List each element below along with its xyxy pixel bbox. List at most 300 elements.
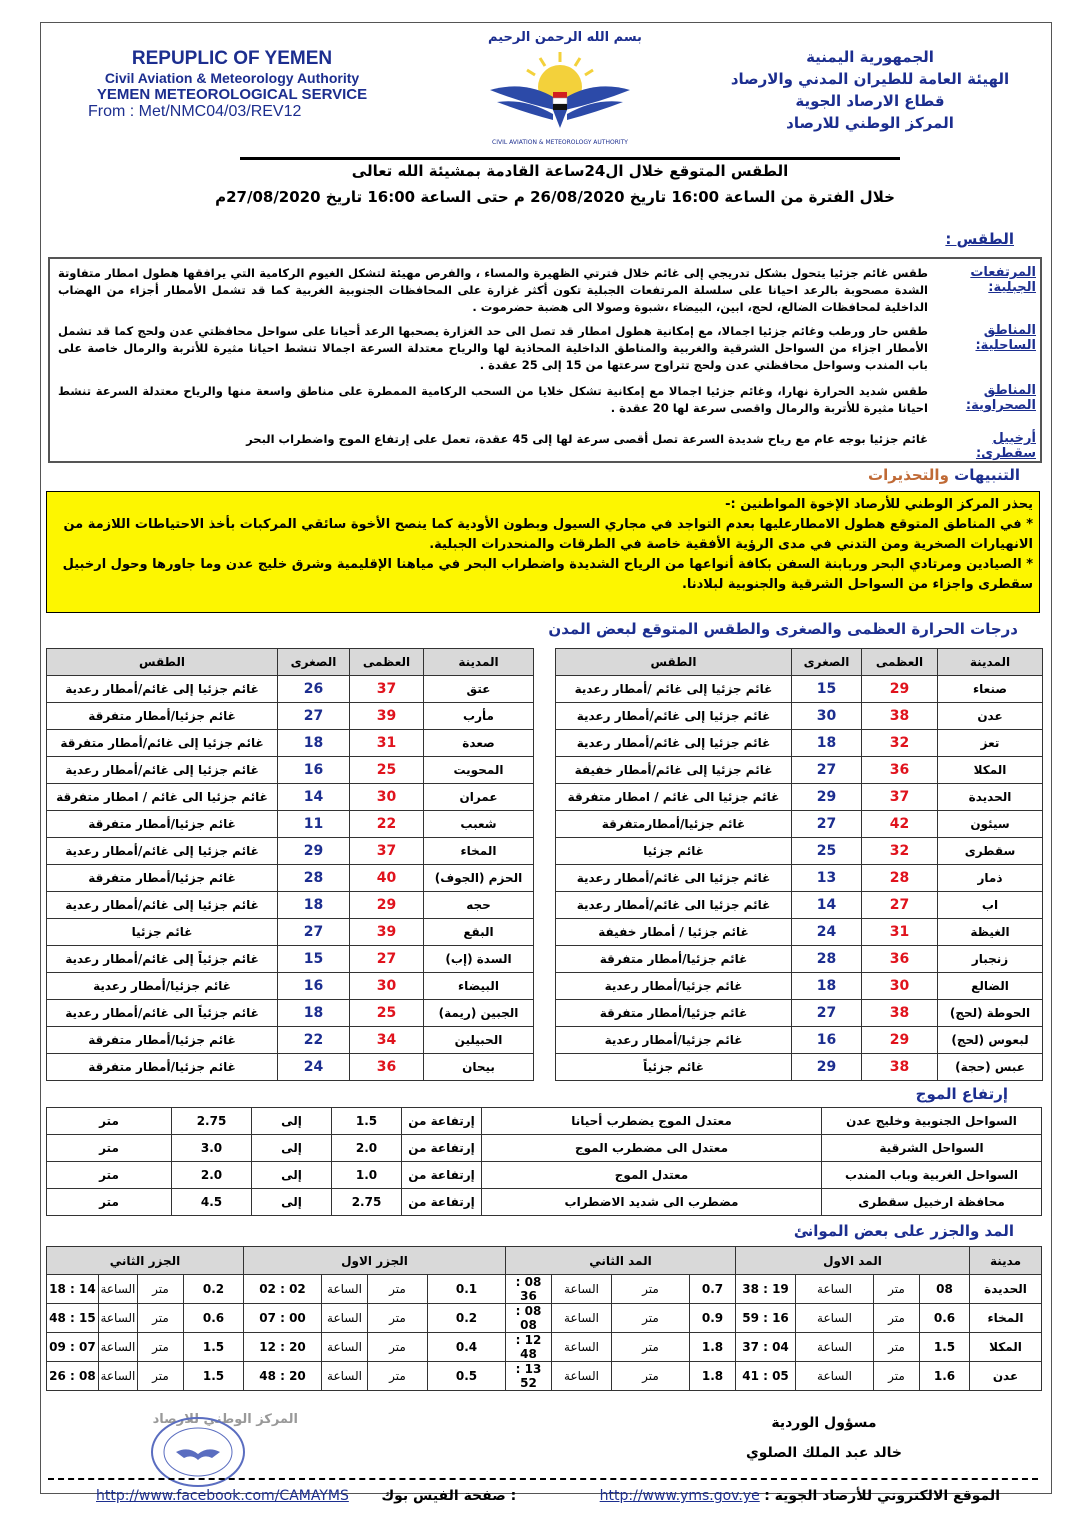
basmala: بسم الله الرحمن الرحيم — [488, 30, 642, 45]
tide-height: 1.5 — [184, 1362, 244, 1391]
city-name: المحويت — [424, 757, 534, 784]
warnings-title-a: التنبيهات — [954, 466, 1020, 484]
tide-time: 00 : 07 — [244, 1304, 322, 1333]
site-label: الموقع الالكتروني للأرصاد الجوية : — [764, 1488, 1000, 1504]
tide-col-high2: المد الثاني — [506, 1247, 736, 1275]
weather-desc: غائم جزئياً إلى غائم/أمطار رعدية — [47, 946, 278, 973]
city-name: سيئون — [938, 811, 1043, 838]
max-temp: 31 — [862, 919, 938, 946]
weather-desc: غائم جزئيا / أمطار خفيفة — [556, 919, 792, 946]
weather-desc: غائم جزئيا/أمطار متفرقة — [556, 946, 792, 973]
wave-region: محافظة ارخبيل سقطرى — [822, 1189, 1042, 1216]
col-weather: الطقس — [556, 649, 792, 676]
city-name: حجه — [424, 892, 534, 919]
city-name: الحوطة (لحج) — [938, 1000, 1043, 1027]
tide-time: 08 : 36 — [506, 1275, 552, 1304]
city-name: المكلا — [938, 757, 1043, 784]
tide-time: 12 : 48 — [506, 1333, 552, 1362]
max-temp: 38 — [862, 1054, 938, 1081]
wave-row — [47, 1189, 1042, 1216]
tide-height: 1.8 — [690, 1362, 736, 1391]
tide-unit-m: متر — [874, 1362, 920, 1391]
city-name: الغيظة — [938, 919, 1043, 946]
tide-port: عدن — [970, 1362, 1042, 1391]
tide-time: 04 : 37 — [736, 1333, 796, 1362]
weather-desc: غائم جزئيا إلى غائم/أمطار متفرقة — [47, 730, 278, 757]
tide-height: 0.1 — [428, 1275, 506, 1304]
tide-unit-time: الساعة — [796, 1333, 874, 1362]
tide-unit-m: متر — [368, 1304, 428, 1333]
table-row — [47, 730, 534, 757]
wave-to-label: إلى — [252, 1189, 332, 1216]
min-temp: 18 — [792, 730, 862, 757]
max-temp: 27 — [862, 892, 938, 919]
min-temp: 27 — [278, 919, 350, 946]
max-temp: 28 — [862, 865, 938, 892]
weather-text: غائم جزئيا بوجه عام مع رياح شديدة السرعة تصل أقصى سرعة لها إلى 45 عقدة، تعمل على إرتفاع الموج واضطراب البحر — [246, 432, 928, 446]
weather-desc: غائم جزئيا إلى غائم/أمطار خفيفة — [556, 757, 792, 784]
table-row — [556, 838, 1043, 865]
weather-label: المناطق الساحلية: — [975, 323, 1036, 353]
weather-row-socotra — [50, 431, 1040, 461]
tide-row — [47, 1304, 1042, 1333]
tide-unit-m: متر — [612, 1333, 690, 1362]
sector-name-ar: قطاع الارصاد الجوية — [795, 92, 945, 110]
duty-name: خالد عبد الملك الصلوي — [745, 1445, 902, 1461]
weather-desc: غائم جزئيا الى غائم / امطار متفرقة — [47, 784, 278, 811]
warnings-title-b: والتحذيرات — [868, 466, 949, 484]
weather-desc: غائم جزئيا/أمطار متفرقة — [47, 865, 278, 892]
tide-unit-m: متر — [368, 1333, 428, 1362]
table-row — [47, 1054, 534, 1081]
warnings-box — [46, 491, 1040, 613]
tide-unit-time: الساعة — [322, 1362, 368, 1391]
city-name: الجبين (ريمة) — [424, 1000, 534, 1027]
min-temp: 27 — [792, 811, 862, 838]
col-max: العظمى — [350, 649, 424, 676]
min-temp: 29 — [278, 838, 350, 865]
tide-unit-time: الساعة — [796, 1362, 874, 1391]
max-temp: 34 — [350, 1027, 424, 1054]
table-row — [556, 1054, 1043, 1081]
wave-from-label: إرتفاعة من — [402, 1189, 482, 1216]
weather-desc: غائم جزئيا إلى غائم/أمطار رعدية — [47, 892, 278, 919]
wave-state: معتدل الموج يضطرب أحيانا — [482, 1108, 822, 1135]
city-name: البيضاء — [424, 973, 534, 1000]
tide-col-low1: الجزر الاول — [244, 1247, 506, 1275]
tide-unit-m: متر — [138, 1333, 184, 1362]
city-name: عبس (حجة) — [938, 1054, 1043, 1081]
max-temp: 29 — [862, 676, 938, 703]
tide-unit-time: الساعة — [552, 1275, 612, 1304]
table-row — [47, 1027, 534, 1054]
facebook-link[interactable]: http://www.facebook.com/CAMAYMS — [96, 1488, 349, 1504]
weather-desc: غائم جزئيا الى غائم/أمطار رعدية — [556, 892, 792, 919]
forecast-title: الطقس المتوقع خلال ال24ساعة القادمة بمشيئة الله تعالى — [351, 162, 789, 180]
waves-table — [46, 1107, 1042, 1216]
weather-section-title: الطقس : — [945, 230, 1014, 248]
min-temp: 22 — [278, 1027, 350, 1054]
tide-unit-m: متر — [138, 1275, 184, 1304]
tide-unit-m: متر — [138, 1304, 184, 1333]
max-temp: 42 — [862, 811, 938, 838]
max-temp: 39 — [350, 703, 424, 730]
col-city: المدينة — [424, 649, 534, 676]
city-name: شعبب — [424, 811, 534, 838]
header-english — [72, 48, 392, 121]
min-temp: 24 — [792, 919, 862, 946]
tide-unit-m: متر — [368, 1275, 428, 1304]
weather-desc: غائم جزئيا — [556, 838, 792, 865]
warning-line: يحذر المركز الوطني للأرصاد الإخوة المواطنين :- — [725, 497, 1033, 512]
city-name: المخاء — [424, 838, 534, 865]
table-row — [47, 1000, 534, 1027]
table-row — [47, 892, 534, 919]
min-temp: 15 — [278, 946, 350, 973]
min-temp: 15 — [792, 676, 862, 703]
weather-desc: غائم جزئيا إلى غائم/أمطار رعدية — [47, 757, 278, 784]
min-temp: 24 — [278, 1054, 350, 1081]
max-temp: 31 — [350, 730, 424, 757]
tide-height: 0.6 — [920, 1304, 970, 1333]
tide-height: 0.9 — [690, 1304, 736, 1333]
max-temp: 39 — [350, 919, 424, 946]
table-row — [47, 946, 534, 973]
tide-unit-time: الساعة — [98, 1304, 137, 1333]
forecast-period: خلال الفترة من الساعة 16:00 تاريخ 26/08/2020 م حتى الساعة 16:00 تاريخ 27/08/2020م — [215, 188, 895, 206]
city-name: بيحان — [424, 1054, 534, 1081]
max-temp: 25 — [350, 1000, 424, 1027]
max-temp: 22 — [350, 811, 424, 838]
table-row — [556, 865, 1043, 892]
city-name: عتق — [424, 676, 534, 703]
wave-to: 2.75 — [172, 1108, 252, 1135]
wave-row — [47, 1162, 1042, 1189]
tide-unit-time: الساعة — [552, 1333, 612, 1362]
wave-unit: متر — [47, 1108, 172, 1135]
table-row — [47, 676, 534, 703]
col-min: الصغرى — [792, 649, 862, 676]
tide-time: 20 : 12 — [244, 1333, 322, 1362]
weather-desc: غائم جزئيا إلى غائم/أمطار رعدية — [556, 703, 792, 730]
city-name: ذمار — [938, 865, 1043, 892]
max-temp: 27 — [350, 946, 424, 973]
table-row — [47, 919, 534, 946]
max-temp: 36 — [862, 946, 938, 973]
max-temp: 36 — [862, 757, 938, 784]
max-temp: 32 — [862, 838, 938, 865]
table-row — [47, 973, 534, 1000]
stamp-text: المركز الوطني للارصاد — [152, 1412, 298, 1427]
duty-officer — [746, 1415, 902, 1461]
city-name: تعز — [938, 730, 1043, 757]
tide-unit-time: الساعة — [322, 1304, 368, 1333]
city-name: صنعاء — [938, 676, 1043, 703]
min-temp: 26 — [278, 676, 350, 703]
weather-text: طقس شديد الحرارة نهارا، وغائم جزئيا اجمالا مع إمكانية تشكل خلايا من السحب الركامية الممطرة على مناطق واسعة منها والرياح معتدلة السرعة تنشط احيانا مثيرة للأتربة والرمال واقصى سرعة لها 20 عقدة . — [58, 384, 928, 415]
tide-height: 0.2 — [428, 1304, 506, 1333]
authority-name-en: Civil Aviation & Meteorology Authority — [104, 70, 360, 86]
tides-table — [46, 1246, 1042, 1391]
tide-col-high1: المد الاول — [736, 1247, 970, 1275]
weather-desc: غائم جزئيا — [47, 919, 278, 946]
max-temp: 30 — [350, 784, 424, 811]
weather-desc: غائم جزئياً الى غائم/أمطار رعدية — [47, 1000, 278, 1027]
authority-logo — [485, 32, 635, 152]
city-name: الحديدة — [938, 784, 1043, 811]
min-temp: 25 — [792, 838, 862, 865]
weather-desc: غائم جزئيا/أمطارمتفرقة — [556, 811, 792, 838]
table-row — [556, 946, 1043, 973]
tide-time: 05 : 41 — [736, 1362, 796, 1391]
weather-label: المناطق الصحراوية: — [965, 383, 1036, 413]
min-temp: 29 — [792, 1054, 862, 1081]
min-temp: 16 — [278, 973, 350, 1000]
tide-row — [47, 1362, 1042, 1391]
weather-desc: غائم جزئياً — [556, 1054, 792, 1081]
wave-state: مضطرب الى شديد الاضطراب — [482, 1189, 822, 1216]
warning-line: * الصيادين ومرتادي البحر وربابنة السفن بكافة أنواعها من الرياح الشديدة واضطراب البحر في مياهنا الإقليمية وشرق خليج عدن وما جاورها وحول ارخبيل سقطرى واجزاء من السواحل الشرقية والجنوبية لبلادنا. — [62, 557, 1033, 592]
wave-region: السواحل الجنوبية وخليج عدن — [822, 1108, 1042, 1135]
tide-height: 1.5 — [920, 1333, 970, 1362]
form-number: From : Met/NMC04/03/REV12 — [88, 103, 302, 120]
wave-region: السواحل الشرقية — [822, 1135, 1042, 1162]
wave-to-label: إلى — [252, 1108, 332, 1135]
tide-unit-time: الساعة — [552, 1362, 612, 1391]
official-stamp-icon — [148, 1412, 248, 1492]
table-row — [47, 811, 534, 838]
wave-unit: متر — [47, 1162, 172, 1189]
facebook-info — [96, 1488, 516, 1504]
tide-height: 0.2 — [184, 1275, 244, 1304]
wave-unit: متر — [47, 1135, 172, 1162]
weather-desc: غائم جزئيا/أمطار متفرقة — [47, 811, 278, 838]
max-temp: 30 — [350, 973, 424, 1000]
wave-row — [47, 1135, 1042, 1162]
min-temp: 16 — [792, 1027, 862, 1054]
table-row — [47, 784, 534, 811]
tide-unit-time: الساعة — [552, 1304, 612, 1333]
weather-label: أرخبيل سقطرى: — [975, 431, 1036, 461]
table-row — [47, 757, 534, 784]
tide-time: 19 : 38 — [736, 1275, 796, 1304]
min-temp: 14 — [792, 892, 862, 919]
weather-desc: غائم جزئيا/أمطار رعدية — [47, 973, 278, 1000]
col-min: الصغرى — [278, 649, 350, 676]
tide-time: 13 : 52 — [506, 1362, 552, 1391]
table-row — [47, 838, 534, 865]
tide-col-low2: الجزر الثاني — [47, 1247, 244, 1275]
min-temp: 16 — [278, 757, 350, 784]
city-name: السدة (إب) — [424, 946, 534, 973]
table-row — [556, 1000, 1043, 1027]
max-temp: 30 — [862, 973, 938, 1000]
table-row — [556, 1027, 1043, 1054]
tide-height: 0.6 — [184, 1304, 244, 1333]
wave-to: 3.0 — [172, 1135, 252, 1162]
tide-time: 08 : 26 — [47, 1362, 99, 1391]
tide-time: 20 : 48 — [244, 1362, 322, 1391]
min-temp: 14 — [278, 784, 350, 811]
col-city: المدينة — [938, 649, 1043, 676]
min-temp: 28 — [278, 865, 350, 892]
waves-title: إرتفاع الموج — [915, 1085, 1008, 1103]
city-name: صعدة — [424, 730, 534, 757]
tide-col-city: مدينة — [970, 1247, 1042, 1275]
tide-unit-time: الساعة — [322, 1275, 368, 1304]
tide-height: 0.5 — [428, 1362, 506, 1391]
table-row — [556, 811, 1043, 838]
weather-desc: غائم جزئيا/أمطار رعدية — [556, 1027, 792, 1054]
max-temp: 37 — [350, 676, 424, 703]
tide-unit-m: متر — [612, 1362, 690, 1391]
weather-row-coastal — [50, 323, 1040, 374]
min-temp: 28 — [792, 946, 862, 973]
facebook-label: صفحة الفيس بوك : — [381, 1488, 517, 1504]
tide-unit-time: الساعة — [796, 1275, 874, 1304]
tide-time: 07 : 09 — [47, 1333, 99, 1362]
footer-divider — [48, 1478, 1038, 1480]
tide-time: 15 : 48 — [47, 1304, 99, 1333]
tide-height: 1.6 — [920, 1362, 970, 1391]
tides-title: المد والجزر على بعض الموانئ — [793, 1222, 1014, 1240]
cities-title: درجات الحرارة العظمى والصغرى والطقس المتوقع لبعض المدن — [548, 620, 1018, 638]
city-name: البقع — [424, 919, 534, 946]
duty-label: مسؤول الوردية — [771, 1415, 877, 1431]
tide-time: 08 : 08 — [506, 1304, 552, 1333]
city-name: اب — [938, 892, 1043, 919]
weather-text: طقس غائم جزئيا يتحول بشكل تدريجي إلى غائم خلال فترتي الظهيرة والمساء ، والفرص مهيئة لتشكل الغيوم الركامية التي يرافقها هطول امطار متفاوتة الشدة مصحوبة بالرعد احيانا على سلسلة المرتفعات الجبلية تكون أكثر غزارة على المحافظات الجنوبية الغربية كما قد تشمل الأمطار أجزاء من الهضاب الداخلية لمحافظات الضالع، لحج، ابين، البيضاء ،شبوة وصولا الى هضبة حضرموت . — [58, 266, 928, 314]
min-temp: 30 — [792, 703, 862, 730]
wave-to: 4.5 — [172, 1189, 252, 1216]
tide-unit-time: الساعة — [796, 1304, 874, 1333]
tide-port: المكلا — [970, 1333, 1042, 1362]
tide-time: 02 : 02 — [244, 1275, 322, 1304]
min-temp: 29 — [792, 784, 862, 811]
tide-unit-m: متر — [612, 1304, 690, 1333]
wave-from: 2.75 — [332, 1189, 402, 1216]
tide-time: 16 : 59 — [736, 1304, 796, 1333]
weather-desc: غائم جزئيا إلى غائم /أمطار رعدية — [556, 676, 792, 703]
min-temp: 18 — [278, 892, 350, 919]
weather-desc: غائم جزئيا/أمطار متفرقة — [47, 703, 278, 730]
tide-unit-m: متر — [138, 1362, 184, 1391]
cities-table-right — [555, 648, 1043, 1081]
tide-unit-time: الساعة — [98, 1362, 137, 1391]
wave-from-label: إرتفاعة من — [402, 1162, 482, 1189]
tide-unit-m: متر — [612, 1275, 690, 1304]
weather-desc: غائم جزئيا إلى غائم/أمطار رعدية — [556, 730, 792, 757]
weather-box — [48, 257, 1042, 463]
warnings-title — [868, 466, 1020, 484]
wave-state: معتدل الى مضطرب الموج — [482, 1135, 822, 1162]
wave-region: السواحل الغربية وباب المندب — [822, 1162, 1042, 1189]
header-arabic — [720, 46, 1020, 134]
max-temp: 36 — [350, 1054, 424, 1081]
tide-unit-m: متر — [874, 1333, 920, 1362]
weather-desc: غائم جزئيا/أمطار رعدية — [556, 973, 792, 1000]
min-temp: 27 — [278, 703, 350, 730]
weather-desc: غائم جزئيا/أمطار متفرقة — [47, 1027, 278, 1054]
country-name-ar: الجمهورية اليمنية — [806, 48, 934, 66]
tide-row — [47, 1275, 1042, 1304]
table-row — [556, 892, 1043, 919]
max-temp: 38 — [862, 1000, 938, 1027]
logo-text: CIVIL AVIATION & METEOROLOGY AUTHORITY — [492, 139, 628, 146]
city-name: الحزم (الجوف) — [424, 865, 534, 892]
table-row — [556, 919, 1043, 946]
wave-from: 2.0 — [332, 1135, 402, 1162]
wave-state: معتدل الموج — [482, 1162, 822, 1189]
city-name: الحبيلين — [424, 1027, 534, 1054]
tide-unit-time: الساعة — [98, 1275, 137, 1304]
tide-time: 14 : 18 — [47, 1275, 99, 1304]
site-link[interactable]: http://www.yms.gov.ye — [599, 1488, 760, 1504]
table-row — [556, 757, 1043, 784]
tide-height: 0.4 — [428, 1333, 506, 1362]
table-row — [556, 676, 1043, 703]
table-row — [556, 703, 1043, 730]
col-weather: الطقس — [47, 649, 278, 676]
wave-to: 2.0 — [172, 1162, 252, 1189]
country-name-en: REPUPLIC OF YEMEN — [131, 48, 333, 69]
wave-from: 1.0 — [332, 1162, 402, 1189]
city-name: مأرب — [424, 703, 534, 730]
city-name: الضالع — [938, 973, 1043, 1000]
table-row — [556, 973, 1043, 1000]
weather-desc: غائم جزئيا إلى غائم/أمطار رعدية — [47, 676, 278, 703]
weather-desc: غائم جزئيا/أمطار متفرقة — [556, 1000, 792, 1027]
table-row — [556, 784, 1043, 811]
weather-desc: غائم جزئيا إلى غائم/أمطار رعدية — [47, 838, 278, 865]
weather-row-desert — [50, 383, 1040, 417]
warning-line: * في المناطق المتوقع هطول الامطارعليها بعدم التواجد في مجاري السيول وبطون الأودية كما ينصح الأخوة سائقي المركبات بأخذ الاحتياطات اللازمة من الانهيارات الصخرية ومن التدني في مدى الرؤية الأفقية خاصة في الطرقات والمنحدرات الجبلية. — [63, 517, 1033, 552]
tide-height: 1.5 — [184, 1333, 244, 1362]
weather-text: طقس حار ورطب وغائم جزئيا اجمالا، مع إمكانية هطول امطار قد تصل الى حد الغزارة يصحبها الرعد أحيانا على سواحل محافظتي عدن ولحج كما قد تشمل الأمطار اجزاء من السواحل الشرقية والغربية والمناطق الداخلية المحاذية لها والرياح معتدلة السرعة اجمالا تنشط احيانا مثيرة للأتربة والرمال خاصة على باب المندب وسواحل محافظتي عدن ولحج تتراوح سرعتها من 15 إلى 25 عقدة . — [58, 324, 928, 372]
table-row — [556, 730, 1043, 757]
wave-from: 1.5 — [332, 1108, 402, 1135]
service-name-en: YEMEN METEOROLOGICAL SERVICE — [96, 86, 368, 103]
min-temp: 18 — [278, 1000, 350, 1027]
city-name: زنجبار — [938, 946, 1043, 973]
weather-label: المرتفعات الجبلية: — [970, 265, 1036, 295]
weather-row-highlands — [50, 265, 1040, 316]
tide-port: الحديدة — [970, 1275, 1042, 1304]
max-temp: 29 — [350, 892, 424, 919]
table-row — [47, 703, 534, 730]
weather-desc: غائم جزئيا الى غائم / امطار متفرقة — [556, 784, 792, 811]
tide-unit-m: متر — [368, 1362, 428, 1391]
tide-height: 0.7 — [690, 1275, 736, 1304]
city-name: لبعوس (لحج) — [938, 1027, 1043, 1054]
max-temp: 37 — [862, 784, 938, 811]
min-temp: 27 — [792, 1000, 862, 1027]
max-temp: 37 — [350, 838, 424, 865]
wave-from-label: إرتفاعة من — [402, 1135, 482, 1162]
col-max: العظمى — [862, 649, 938, 676]
max-temp: 40 — [350, 865, 424, 892]
cities-table-left — [46, 648, 534, 1081]
tide-unit-m: متر — [874, 1275, 920, 1304]
min-temp: 18 — [278, 730, 350, 757]
wave-to-label: إلى — [252, 1135, 332, 1162]
tide-row — [47, 1333, 1042, 1362]
min-temp: 13 — [792, 865, 862, 892]
tide-port: المخاء — [970, 1304, 1042, 1333]
tide-height: 1.8 — [690, 1333, 736, 1362]
wave-row — [47, 1108, 1042, 1135]
authority-name-ar: الهيئة العامة للطيران المدني والارصاد — [730, 70, 1010, 88]
